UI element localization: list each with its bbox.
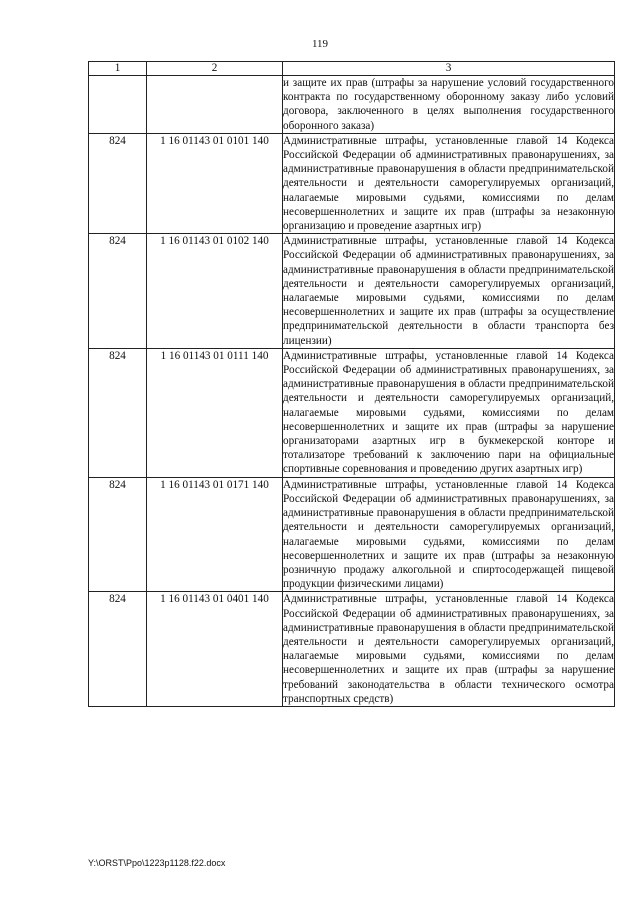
admin-code-cell: 824 (89, 234, 147, 349)
table-row (89, 133, 615, 233)
admin-code-cell: 824 (89, 592, 147, 707)
kbk-code-cell: 1 16 01143 01 0401 140 (147, 592, 283, 707)
table-row (89, 234, 615, 349)
description-cell: Административные штрафы, установленные главой 14 Кодекса Российской Федерации об административных правонарушениях, за административные правонарушения в области предпринимательской деятельности и деятельности саморегулируемых организаций, налагаемые мировыми судьями, комиссиями по делам несовершеннолетних и защите их прав (штрафы за осуществление предпринимательской деятельности в области транспорта без лицензии) (283, 235, 614, 347)
header-col-1: 1 (89, 62, 147, 76)
table-row (89, 348, 615, 477)
table-row (89, 592, 615, 707)
admin-code-cell: 824 (89, 477, 147, 592)
description-cell: и защите их прав (штрафы за нарушение условий государственного контракта по государственному оборонному заказу либо условий договора, заключенного в целях выполнения государственного оборонного заказа) (283, 77, 614, 132)
table-header-row (89, 62, 615, 76)
description-cell: Административные штрафы, установленные главой 14 Кодекса Российской Федерации об административных правонарушениях, за административные правонарушения в области предпринимательской деятельности и деятельности саморегулируемых организаций, налагаемые мировыми судьями, комиссиями по делам несовершеннолетних и защите их прав (штрафы за незаконную организацию и проведение азартных игр) (283, 134, 614, 233)
page-number: 119 (311, 38, 329, 50)
kbk-code-cell (147, 76, 283, 134)
header-col-2: 2 (147, 62, 283, 76)
kbk-code-cell: 1 16 01143 01 0111 140 (147, 348, 283, 477)
admin-code-cell: 824 (89, 133, 147, 233)
kbk-code-cell: 1 16 01143 01 0171 140 (147, 477, 283, 592)
admin-code-cell: 824 (89, 348, 147, 477)
table-row (89, 76, 615, 134)
budget-codes-table (88, 61, 615, 707)
admin-code-cell (89, 76, 147, 134)
description-cell: Административные штрафы, установленные главой 14 Кодекса Российской Федерации об административных правонарушениях, за административные правонарушения в области предпринимательской деятельности и деятельности саморегулируемых организаций, налагаемые мировыми судьями, комиссиями по делам несовершеннолетних и защите их прав (штрафы за незаконную розничную продажу алкогольной и спиртосодержащей пищевой продукции физическими лицами) (283, 478, 614, 591)
kbk-code-cell: 1 16 01143 01 0101 140 (147, 133, 283, 233)
header-col-3: 3 (283, 62, 615, 76)
kbk-code-cell: 1 16 01143 01 0102 140 (147, 234, 283, 349)
description-cell: Административные штрафы, установленные главой 14 Кодекса Российской Федерации об административных правонарушениях, за административные правонарушения в области предпринимательской деятельности и деятельности саморегулируемых организаций, налагаемые мировыми судьями, комиссиями по делам несовершеннолетних и защите их прав (штрафы за нарушение требований законодательства в области технического осмотра транспортных средств) (283, 593, 614, 705)
table-row (89, 477, 615, 592)
description-cell: Административные штрафы, установленные главой 14 Кодекса Российской Федерации об административных правонарушениях, за административные правонарушения в области предпринимательской деятельности и деятельности саморегулируемых организаций, налагаемые мировыми судьями, комиссиями по делам несовершеннолетних и защите их прав (штрафы за нарушение организаторами азартных игр в букмекерской конторе и тотализаторе требований к заключению пари на официальные спортивные соревнования и проведению других азартных игр) (283, 349, 614, 476)
footer-file-path: Y:\ORST\Ppo\1223p1128.f22.docx (88, 858, 226, 868)
